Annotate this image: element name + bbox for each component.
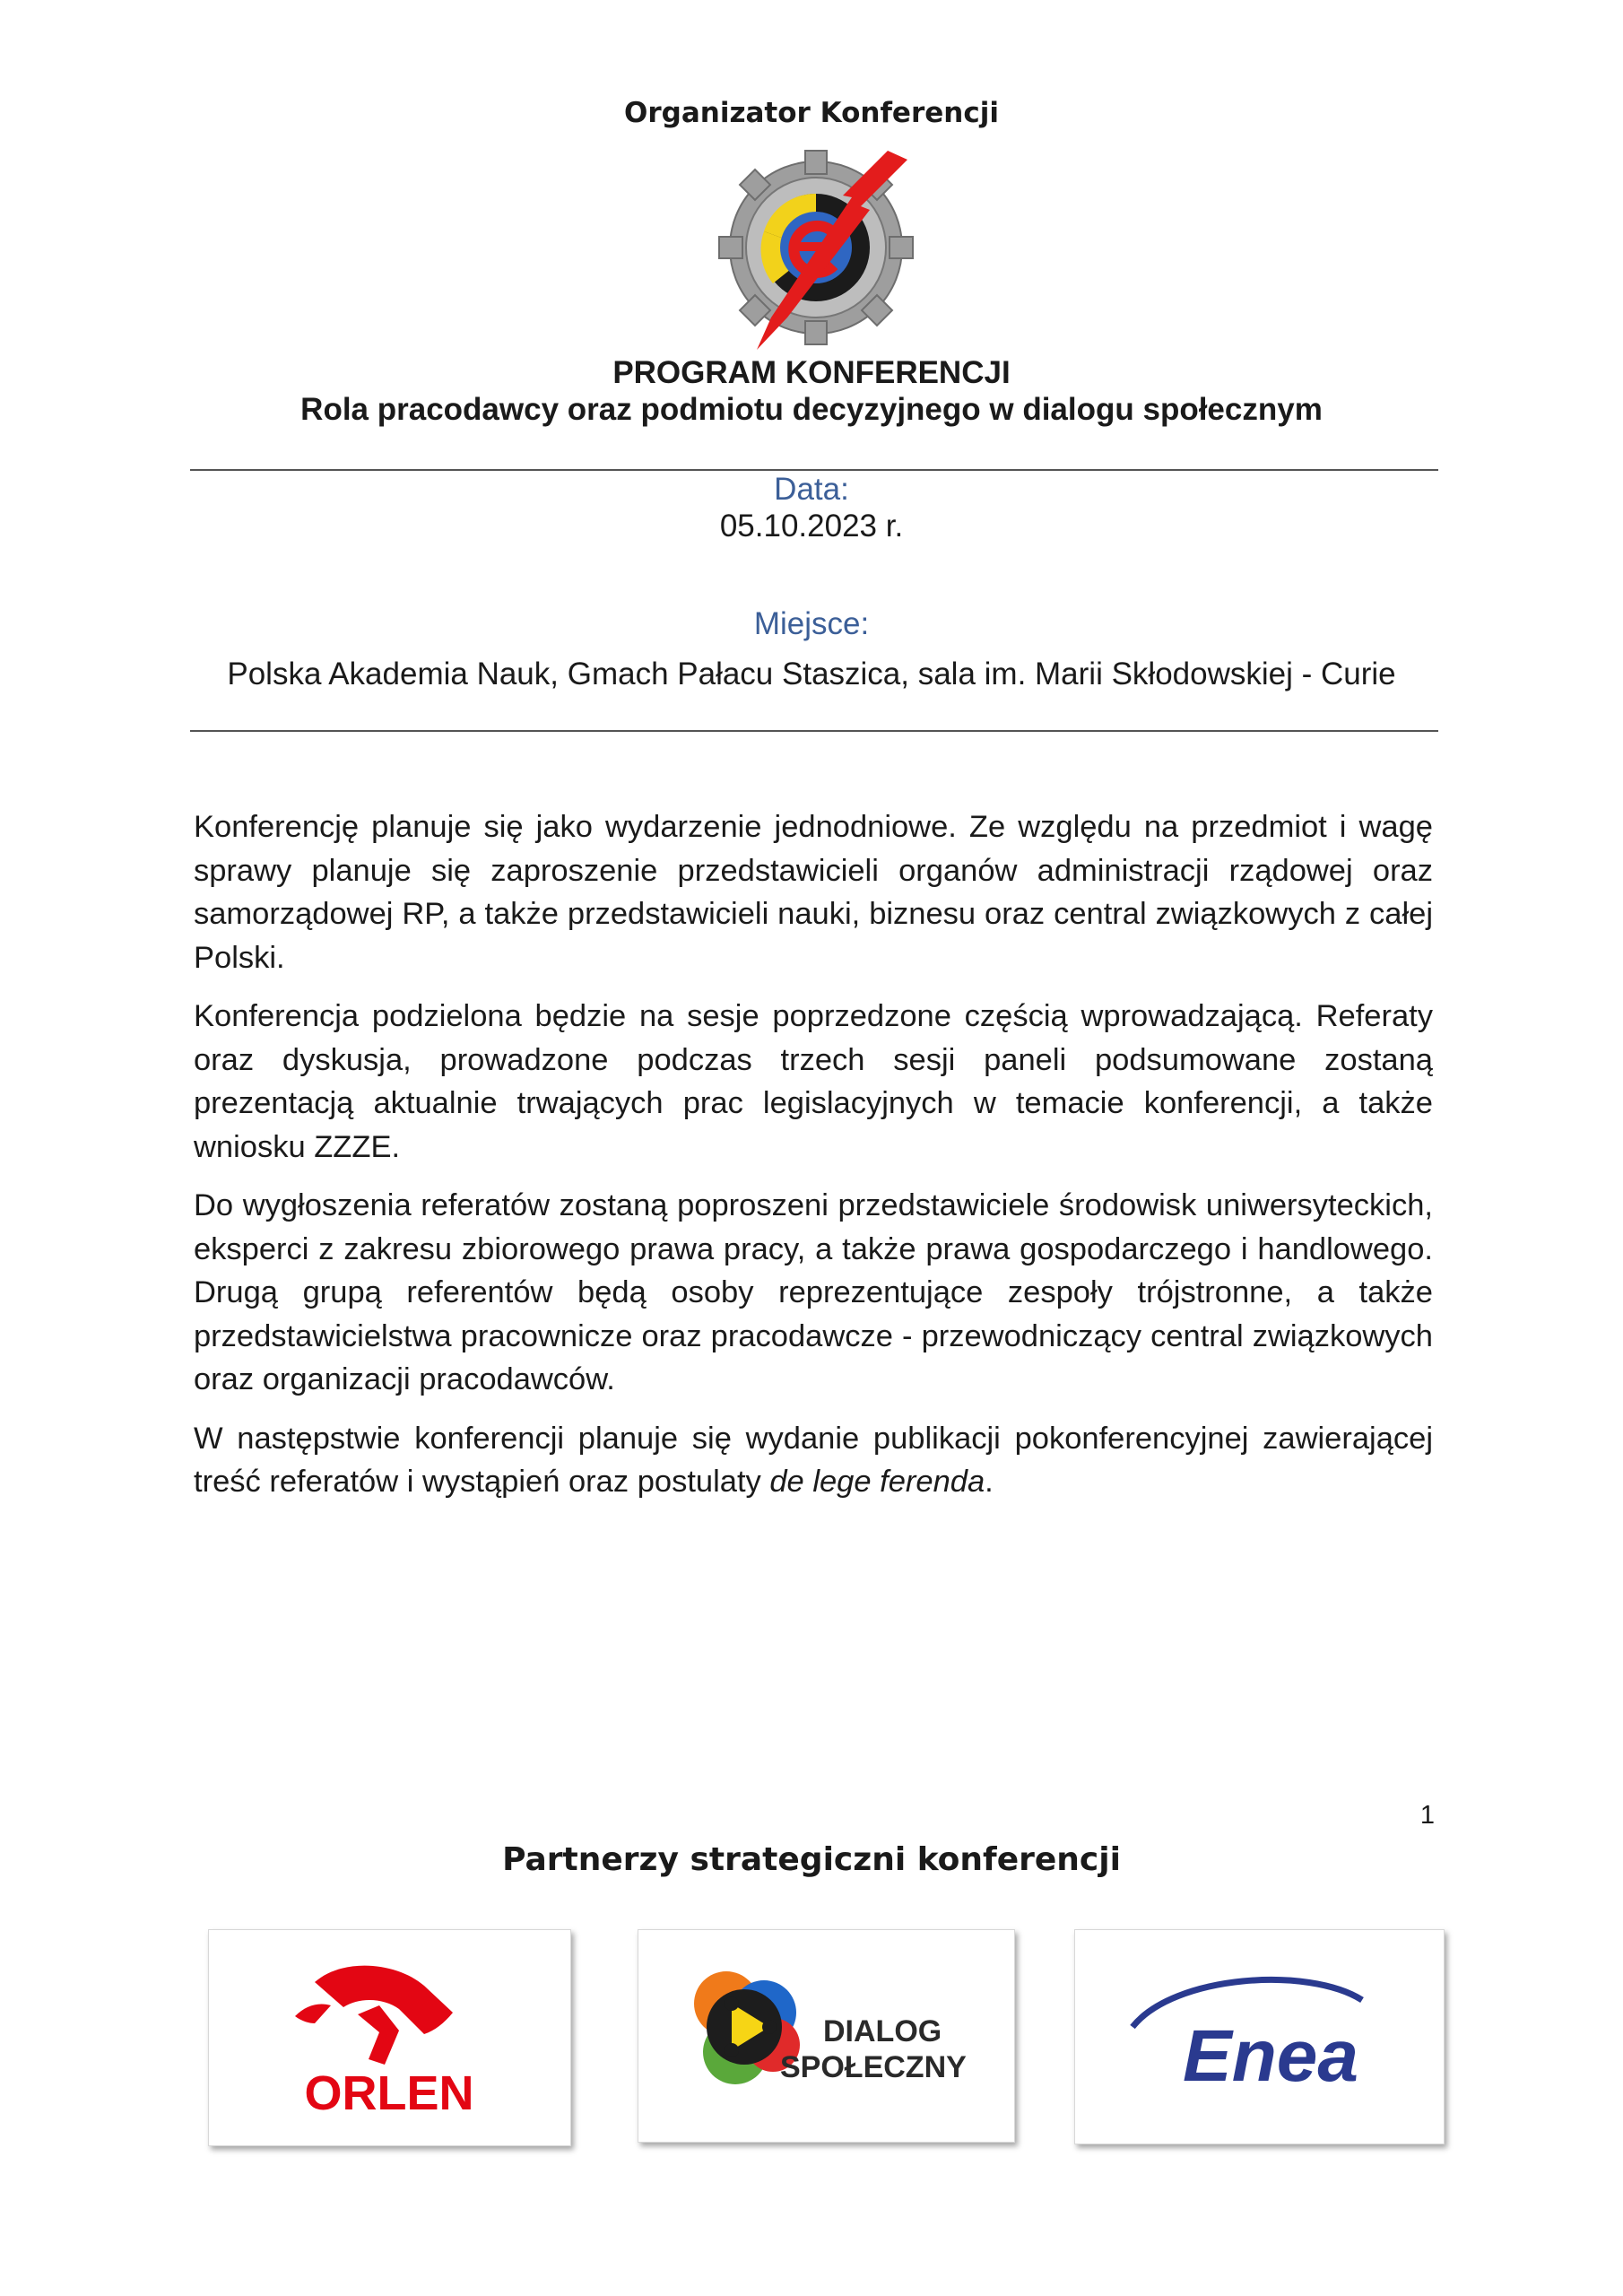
partner-card-enea	[1074, 1929, 1445, 2144]
partner-card-orlen	[208, 1929, 571, 2146]
body-text	[194, 805, 1433, 1519]
zzze-logo-icon	[708, 142, 924, 357]
partners-title: Partnerzy strategiczni konferencji	[502, 1841, 1121, 1878]
paragraph-4-end: .	[985, 1465, 994, 1499]
date-value: 05.10.2023 r.	[719, 509, 904, 544]
paragraph-3: Do wygłoszenia referatów zostaną poproszeni przedstawiciele środowisk uniwersyteckich, eksperci z zakresu zbiorowego prawa pracy, a także prawa gospodarczego i handlowego. Drugą grupą referentów będą osoby reprezentujące zespoły trójstronne, a także przedstawicielstwa pracownicze oraz pracodawcze - przewodniczący central związkowych oraz organizacji pracodawców.	[194, 1188, 1433, 1396]
organizer-label: Organizator Konferencji	[624, 97, 999, 129]
place-label: Miejsce:	[753, 606, 870, 641]
dialog-wordmark-line1: DIALOG	[823, 2014, 942, 2048]
partner-card-dialog-spoleczny	[638, 1929, 1015, 2143]
paragraph-1: Konferencję planuje się jako wydarzenie jednodniowe. Ze względu na przedmiot i wagę sprawy planuje się zaproszenie przedstawicieli organów administracji rządowej oraz samorządowej RP, a także przedstawicieli nauki, biznesu oraz central związkowych z całej Polski.	[194, 810, 1433, 975]
paragraph-4	[194, 1417, 1433, 1504]
page-number: 1	[1419, 1801, 1435, 1830]
place-value: Polska Akademia Nauk, Gmach Pałacu Staszica, sala im. Marii Skłodowskiej - Curie	[227, 657, 1396, 691]
divider-bottom	[190, 730, 1438, 732]
dialog-wordmark-line2: SPOŁECZNY	[780, 2050, 967, 2084]
paragraph-4-text: W następstwie konferencji planuje się wydanie publikacji pokonferencyjnej zawierającej treść referatów i wystąpień oraz postulaty	[194, 1421, 1433, 1499]
paragraph-2: Konferencja podzielona będzie na sesje poprzedzone częścią wprowadzającą. Referaty oraz dyskusja, prowadzone podczas trzech sesji paneli podsumowane zostaną prezentacją aktualnie trwających prac legislacyjnych w temacie konferencji, a także wniosku ZZZE.	[194, 999, 1433, 1164]
orlen-wordmark: ORLEN	[304, 2066, 474, 2120]
document-subtitle: Rola pracodawcy oraz podmiotu decyzyjnego w dialogu społecznym	[300, 392, 1323, 427]
date-label: Data:	[774, 472, 849, 507]
dialog-spoleczny-logo-icon	[638, 1930, 1014, 2142]
divider-top	[190, 469, 1438, 471]
paragraph-4-italic: de lege ferenda	[769, 1465, 985, 1499]
orlen-logo-icon	[209, 1930, 570, 2145]
enea-logo-icon	[1075, 1930, 1444, 2144]
enea-wordmark: Enea	[1183, 2015, 1358, 2097]
document-title: PROGRAM KONFERENCJI	[612, 355, 1011, 390]
